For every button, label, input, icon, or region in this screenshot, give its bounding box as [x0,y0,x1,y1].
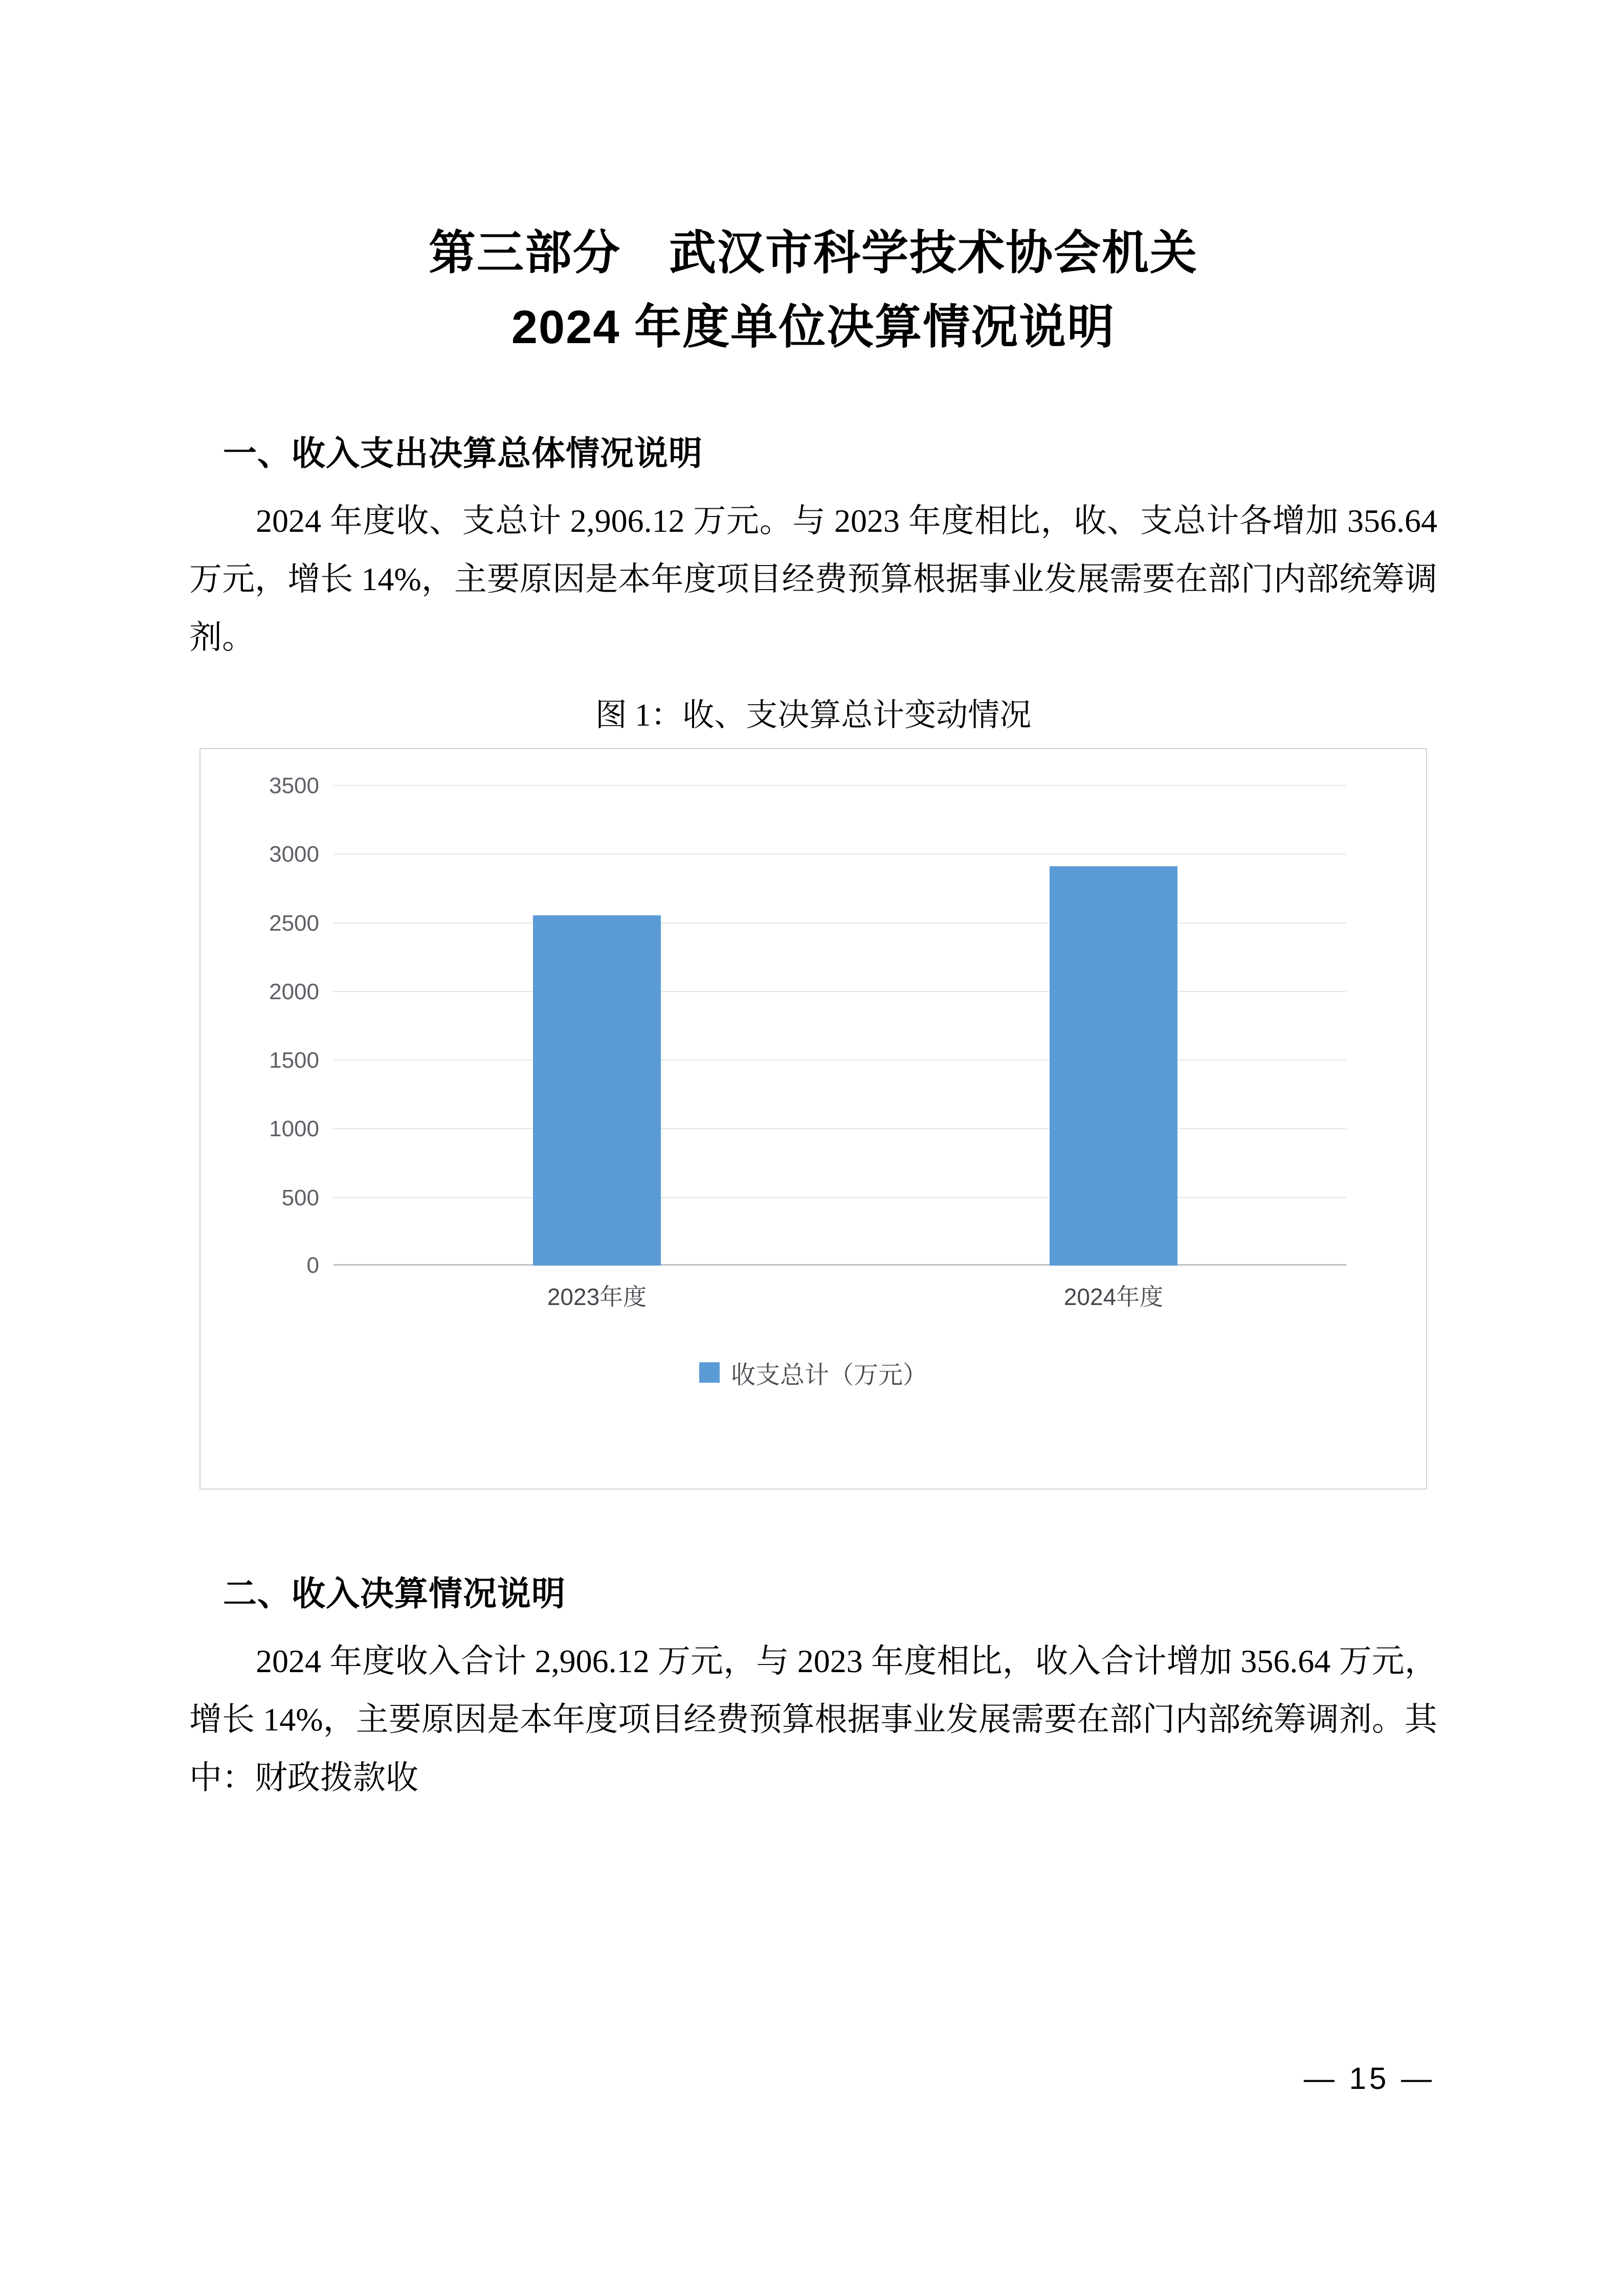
page-title-line-2: 2024 年度单位决算情况说明 [511,301,1116,353]
section-heading-income-settlement: 二、收入决算情况说明 [223,1574,566,1612]
figure-caption: 图 1：收、支决算总计变动情况 [595,697,1032,733]
page-number: — 15 — [1303,2061,1435,2096]
paragraph-text: 2024 年度收、支总计 2,906.12 万元。与 2023 年度相比，收、支总计各增加 356.64 万元，增长 14%，主要原因是本年度项目经费预算根据事业发展需要在部门内部统筹调剂。 [189,503,1437,656]
page-title-line-1: 第三部分 武汉市科学技术协会机关 [428,227,1198,279]
y-tick-label-500: 500 [281,1185,319,1210]
bar-2024 [1050,866,1177,1266]
legend-label-total: 收支总计（万元） [730,1361,927,1389]
figure-1-bar-chart [199,748,1427,1490]
section-heading-income-expenditure-overview: 一、收入支出决算总体情况说明 [223,434,703,472]
paragraph-text: 2024 年度收入合计 2,906.12 万元，与 2023 年度相比，收入合计增加 356.64 万元，增长 14%，主要原因是本年度项目经费预算根据事业发展需要在部门内部统筹调剂。其中：财政拨款收 [189,1642,1437,1796]
gridline-1500 [269,1048,1346,1073]
chart-legend [201,1355,1426,1390]
gridline-3000 [269,842,1346,867]
page-content [189,220,1437,1807]
gridline-2000 [269,979,1346,1004]
paragraph-income-expenditure-overview [189,492,1437,667]
gridline-1000 [269,1116,1346,1142]
y-tick-label-1500: 1500 [269,1048,319,1073]
y-tick-label-2000: 2000 [269,979,319,1004]
gridline-3500 [269,773,1346,798]
x-axis-label-2023: 2023年度 [547,1283,647,1310]
gridline-500 [281,1185,1346,1210]
y-tick-label-3500: 3500 [269,773,319,798]
chart-inner [201,749,1426,1489]
y-tick-label-2500: 2500 [269,910,319,936]
paragraph-income-settlement [189,1632,1437,1807]
chart-plot-area [269,773,1346,1278]
y-tick-label-0: 0 [306,1252,319,1278]
gridline-2500 [269,910,1346,936]
x-axis-line [306,1252,1346,1278]
y-tick-label-3000: 3000 [269,842,319,867]
x-axis-label-2024: 2024年度 [1063,1283,1164,1310]
page-title [189,220,1437,361]
legend-swatch-icon [699,1362,720,1383]
bar-2023 [533,915,661,1266]
y-tick-label-1000: 1000 [269,1116,319,1142]
